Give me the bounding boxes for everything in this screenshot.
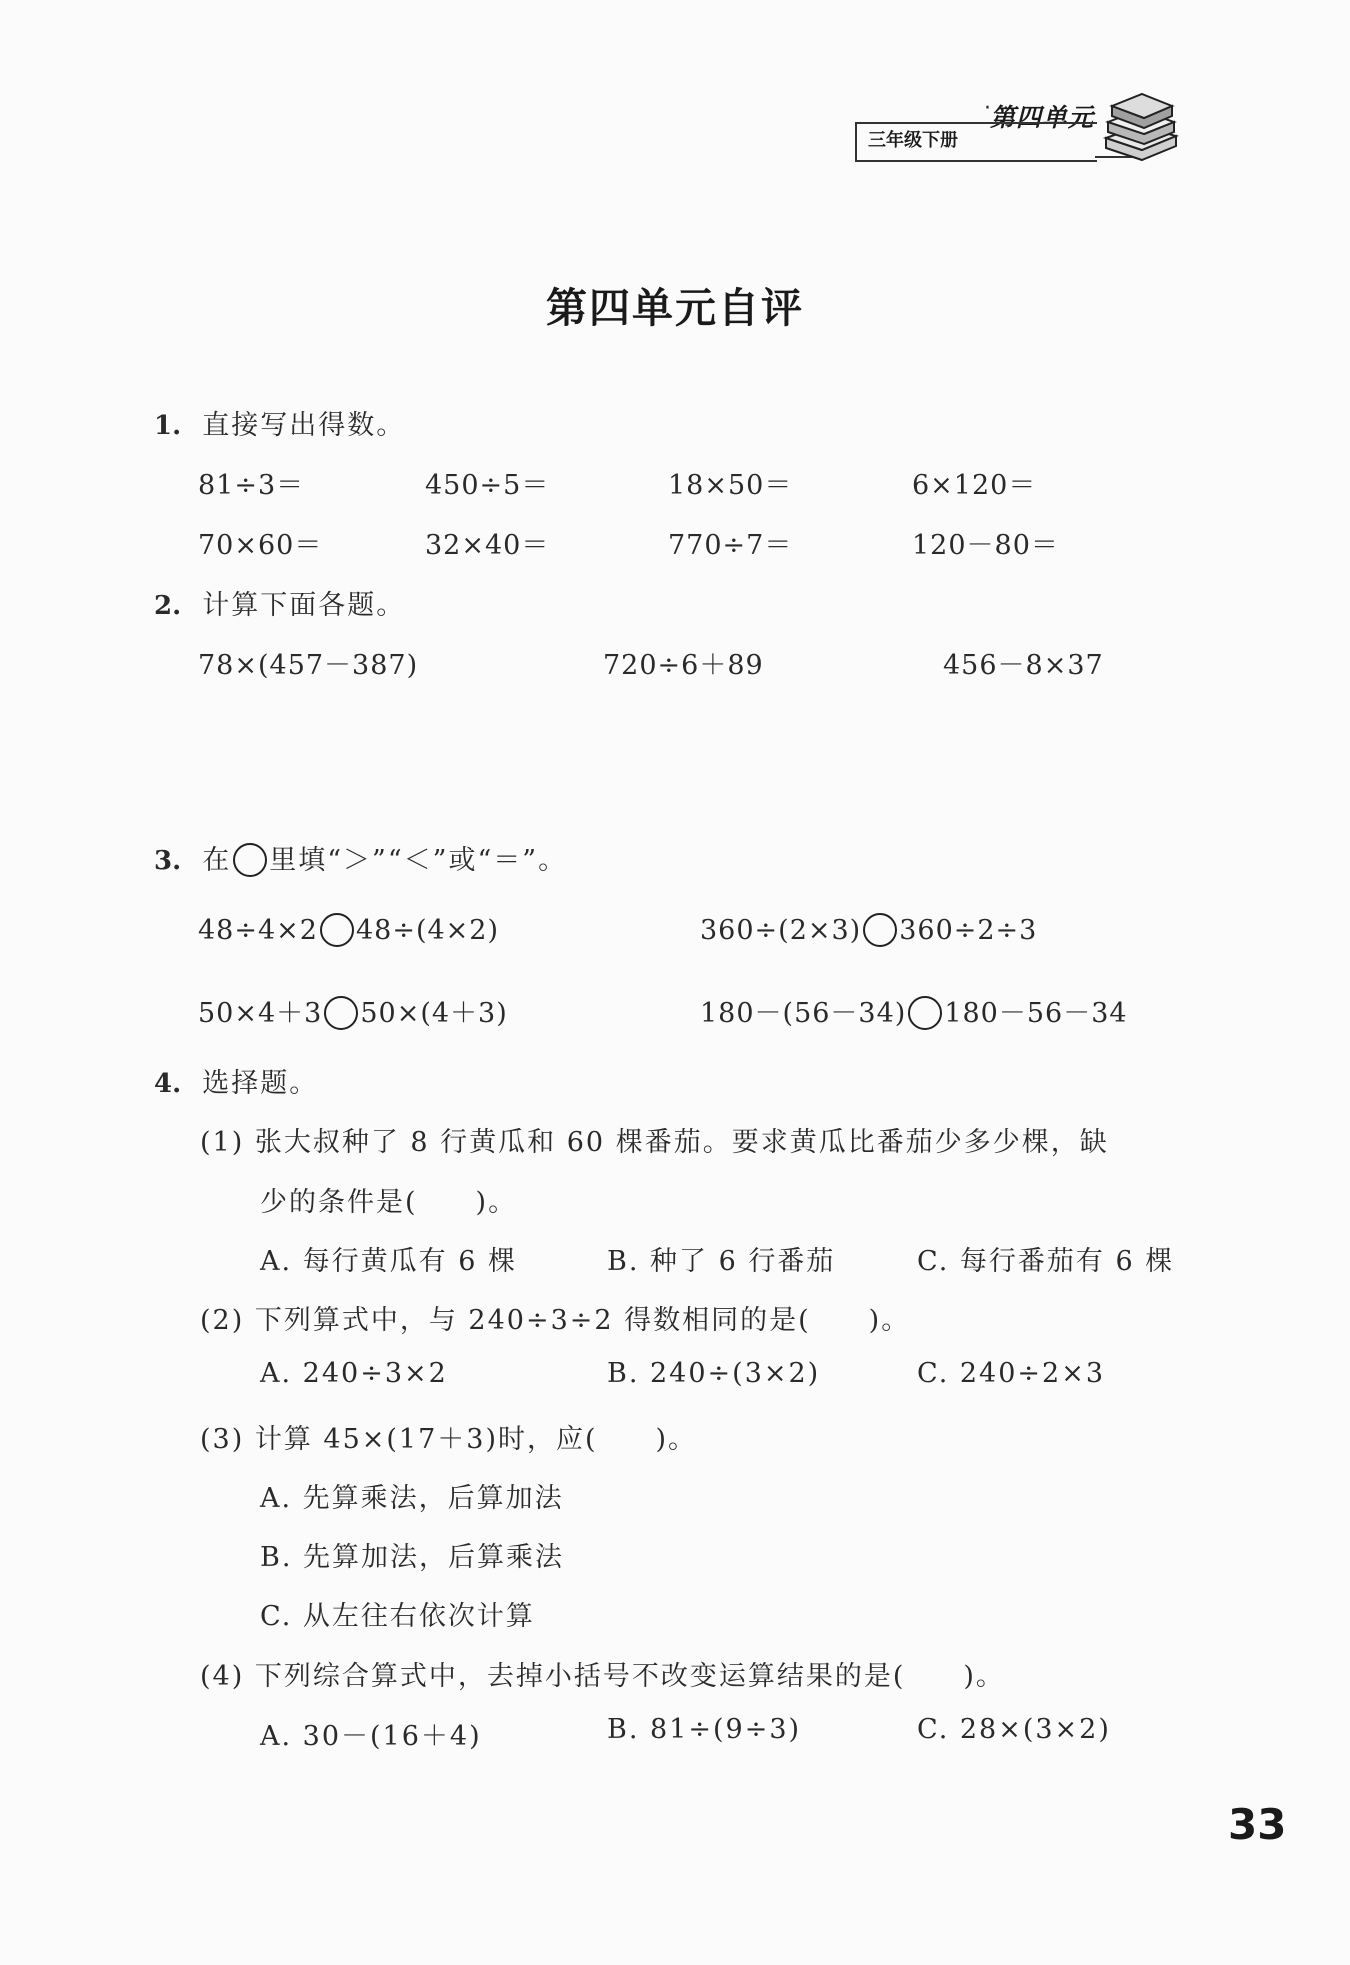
q4-1-option-a[interactable]: A. 每行黄瓜有 6 棵 [260,1246,518,1277]
page-number: 33 [1228,1800,1287,1849]
q4-1-option-b[interactable]: B. 种了 6 行番茄 [607,1246,836,1277]
unit-header-badge [850,92,1180,167]
q2-heading [154,583,405,622]
q4-4-option-c[interactable]: C. 28×(3×2) [917,1714,1111,1745]
q4-3-option-a[interactable]: A. 先算乘法，后算加法 [260,1483,564,1514]
header-dot: · [984,96,991,121]
answer-circle[interactable] [320,913,354,947]
q3-right-expr: 50×(4＋3) [360,998,508,1029]
q3-left-expr: 48÷4×2 [198,915,318,946]
q4-2-option-c[interactable]: C. 240÷2×3 [917,1358,1105,1389]
q1-number: 1. [154,411,182,441]
q4-2-text: (2) 下列算式中，与 240÷3÷2 得数相同的是( )。 [200,1305,911,1336]
q4-4-option-b[interactable]: B. 81÷(9÷3) [607,1714,802,1745]
q3-right-expr: 48÷(4×2) [355,915,499,946]
q4-number: 4. [154,1069,182,1099]
q3-right-expr: 180－56－34 [944,998,1128,1029]
q1-heading [154,403,405,442]
q3-left-expr: 360÷(2×3) [700,915,862,946]
q2-item: 720÷6＋89 [603,650,764,681]
q1-item: 450÷5＝ [425,470,550,501]
q1-item: 18×50＝ [668,470,793,501]
answer-circle[interactable] [908,996,942,1030]
q3-left-expr: 180－(56－34) [700,998,907,1029]
q4-3-option-c[interactable]: C. 从左往右依次计算 [260,1601,535,1632]
q3-prompt-b: 里填“＞”“＜”或“＝”。 [269,845,568,876]
q2-prompt: 计算下面各题。 [202,590,406,621]
q1-prompt: 直接写出得数。 [202,410,406,441]
q3-number: 3. [154,846,182,876]
q3-heading [154,838,567,877]
q2-number: 2. [154,591,182,621]
answer-circle[interactable] [324,996,358,1030]
unit-label: 第四单元 [990,103,1095,132]
q3-compare-row [700,991,1128,1030]
q4-3-option-b[interactable]: B. 先算加法，后算乘法 [260,1542,565,1573]
q4-4-text: (4) 下列综合算式中，去掉小括号不改变运算结果的是( )。 [200,1661,1005,1692]
q4-1-text-cont: 少的条件是( )。 [260,1187,518,1218]
q4-2-option-b[interactable]: B. 240÷(3×2) [607,1358,821,1389]
q4-3-text: (3) 计算 45×(17＋3)时，应( )。 [200,1424,698,1455]
q3-right-expr: 360÷2÷3 [899,915,1038,946]
q3-left-expr: 50×4＋3 [198,998,323,1029]
q2-item: 456－8×37 [943,650,1104,681]
q4-4-option-a[interactable]: A. 30－(16＋4) [260,1721,482,1752]
grade-label: 三年级下册 [868,130,958,151]
q3-prompt-a: 在 [202,845,232,876]
book-stack-icon [1100,92,1180,162]
q4-heading [154,1061,318,1100]
q1-item: 70×60＝ [198,530,323,561]
page-title: 第四单元自评 [546,284,804,332]
q1-item: 120－80＝ [912,530,1059,561]
q1-item: 770÷7＝ [668,530,793,561]
q1-item: 6×120＝ [912,470,1037,501]
q4-1-option-c[interactable]: C. 每行番茄有 6 棵 [917,1246,1175,1277]
q3-compare-row [198,991,508,1030]
answer-circle-sample [233,843,267,877]
q3-compare-row [700,913,1037,947]
q4-prompt: 选择题。 [202,1068,319,1099]
q1-item: 32×40＝ [425,530,550,561]
q3-compare-row [198,913,499,947]
q4-2-option-a[interactable]: A. 240÷3×2 [260,1358,448,1389]
q1-item: 81÷3＝ [198,470,305,501]
q2-item: 78×(457－387) [198,650,419,681]
q4-1-text: (1) 张大叔种了 8 行黄瓜和 60 棵番茄。要求黄瓜比番茄少多少棵，缺 [200,1127,1109,1158]
answer-circle[interactable] [863,913,897,947]
